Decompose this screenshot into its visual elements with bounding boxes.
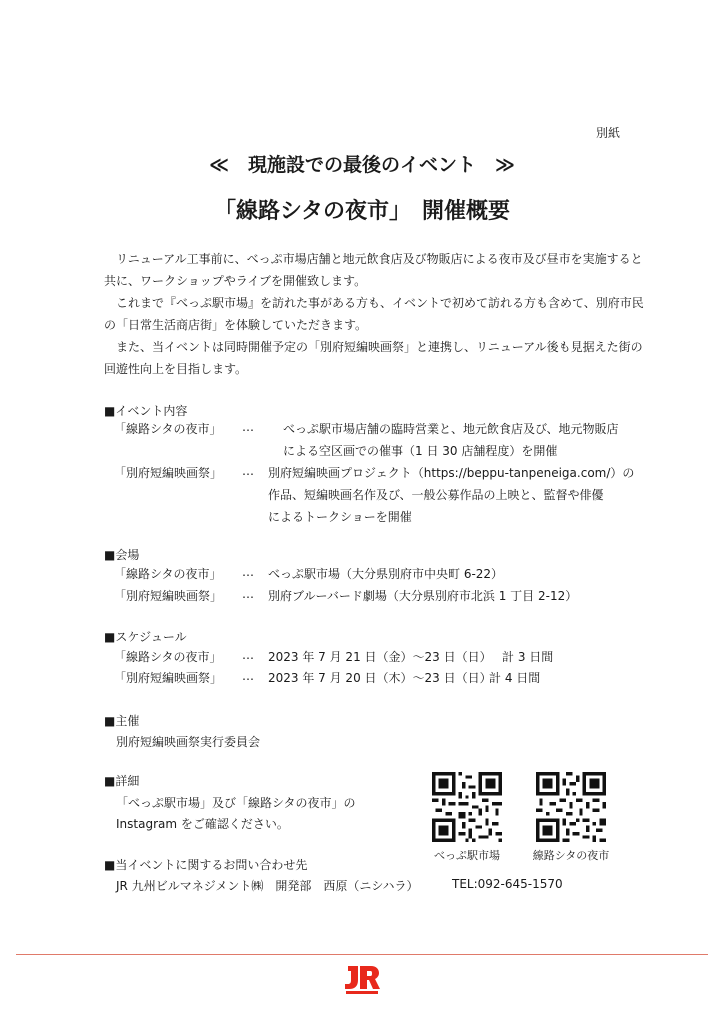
details-line-2: Instagram をご確認ください。 xyxy=(116,817,289,831)
jr-logo-icon xyxy=(340,962,384,996)
intro-paragraph-2: これまで『べっぷ駅市場』を訪れた事がある方も、イベントで初めて訪れる方も含めて、別府市民の「日常生活商店街」を体験していただきます。 xyxy=(104,296,644,332)
event-heading: ■イベント内容 xyxy=(104,404,188,418)
intro-text xyxy=(104,248,644,380)
schedule-dots-2: … xyxy=(242,669,254,683)
venue-heading: ■会場 xyxy=(104,548,140,562)
venue-value-yoichi: べっぷ駅市場（大分県別府市中央町 6-22） xyxy=(268,567,504,581)
event-label-film: 「別府短編映画祭」 xyxy=(114,466,223,480)
footer-divider xyxy=(16,954,708,955)
event-dots-1: … xyxy=(242,420,254,434)
event-desc-yoichi-2: による空区画での催事（1 日 30 店舗程度）を開催 xyxy=(283,444,558,458)
qr-caption-yoichi: 線路シタの夜市 xyxy=(532,849,610,862)
organizer-value: 別府短編映画祭実行委員会 xyxy=(116,735,261,749)
schedule-value-film: 2023 年 7 月 20 日（木）～23 日（日） xyxy=(268,671,492,685)
venue-value-film: 別府ブルーバード劇場（大分県別府市北浜 1 丁目 2-12） xyxy=(268,589,578,603)
schedule-label-yoichi: 「線路シタの夜市」 xyxy=(114,650,222,664)
details-line-1: 「べっぷ駅市場」及び「線路シタの夜市」の xyxy=(116,796,356,810)
schedule-dots-1: … xyxy=(242,648,254,662)
schedule-label-film: 「別府短編映画祭」 xyxy=(114,671,223,685)
intro-paragraph-1: リニューアル工事前に、べっぷ市場店舗と地元飲食店及び物販店による夜市及び昼市を実施すると共に、ワークショップやライブを開催致します。 xyxy=(104,252,643,288)
venue-dots-1: … xyxy=(242,565,254,579)
event-desc-yoichi-1: べっぷ駅市場店舗の臨時営業と、地元飲食店及び、地元物販店 xyxy=(283,422,619,436)
page-title: 「線路シタの夜市」 開催概要 xyxy=(213,199,511,224)
schedule-heading: ■スケジュール xyxy=(104,630,187,644)
page-title-sub: ≪ 現施設での最後のイベント ≫ xyxy=(209,154,515,176)
event-dots-2: … xyxy=(242,464,254,478)
details-heading: ■詳細 xyxy=(104,774,140,788)
schedule-total-film: 計 4 日間 xyxy=(489,671,541,685)
contact-heading: ■当イベントに関するお問い合わせ先 xyxy=(104,858,308,872)
intro-paragraph-3: また、当イベントは同時開催予定の「別府短編映画祭」と連携し、リニューアル後も見据えた街の回遊性向上を目指します。 xyxy=(104,340,643,376)
event-label-yoichi: 「線路シタの夜市」 xyxy=(114,422,222,436)
event-desc-film-3: によるトークショーを開催 xyxy=(268,510,412,524)
venue-dots-2: … xyxy=(242,587,254,601)
event-desc-film-2: 作品、短編映画名作及び、一般公募作品の上映と、監督や俳優 xyxy=(268,488,604,502)
venue-label-yoichi: 「線路シタの夜市」 xyxy=(114,567,222,581)
contact-value: JR 九州ビルマネジメント㈱ 開発部 西原（ニシハラ） xyxy=(116,879,419,893)
event-desc-film-1: 別府短編映画プロジェクト（https://beppu-tanpeneiga.com/）の xyxy=(268,466,635,480)
qr-code-yoichi[interactable] xyxy=(536,772,606,842)
attachment-note: 別紙 xyxy=(595,126,620,140)
qr-code-beppu-market[interactable] xyxy=(432,772,502,842)
qr-caption-beppu-market: べっぷ駅市場 xyxy=(434,849,500,862)
contact-tel: TEL:092-645-1570 xyxy=(452,877,563,891)
schedule-total-yoichi: 計 3 日間 xyxy=(502,650,554,664)
venue-label-film: 「別府短編映画祭」 xyxy=(114,589,223,603)
organizer-heading: ■主催 xyxy=(104,714,140,728)
schedule-value-yoichi: 2023 年 7 月 21 日（金）～23 日（日） xyxy=(268,650,492,664)
